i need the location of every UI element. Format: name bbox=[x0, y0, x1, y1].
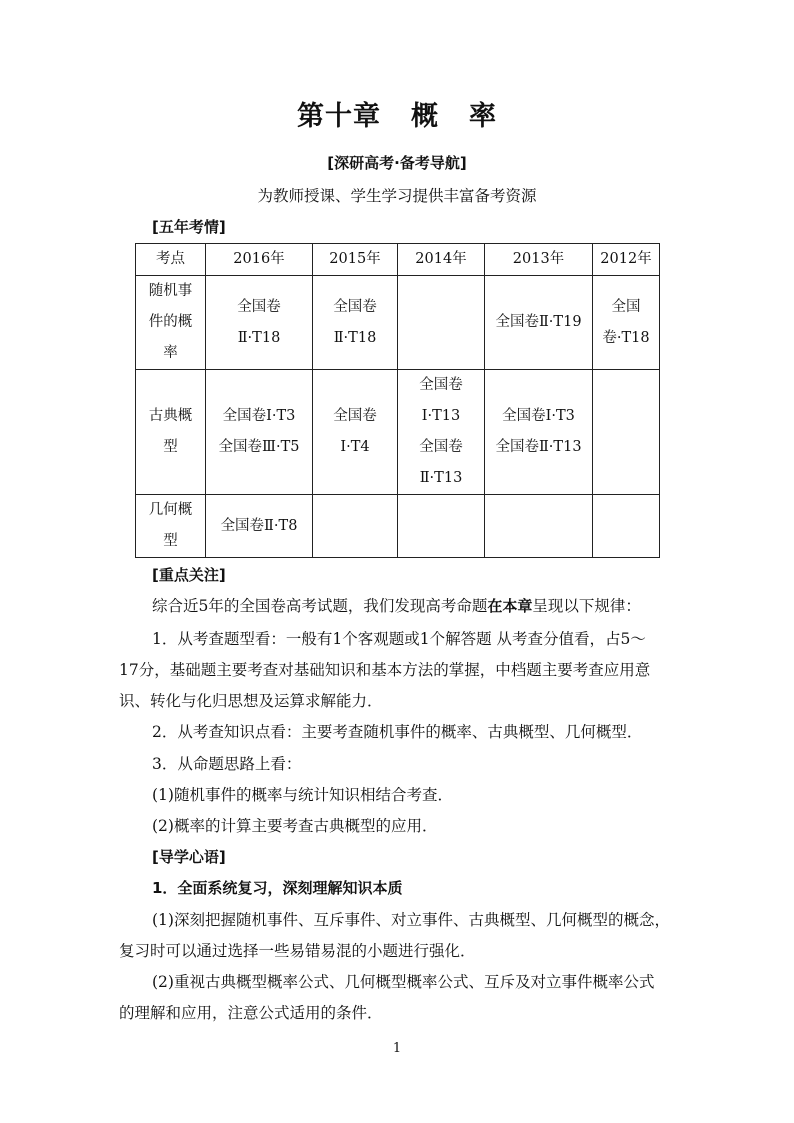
header-cell: 2013年 bbox=[485, 244, 593, 276]
table-header-row bbox=[136, 244, 660, 276]
focus-intro: 综合近5年的全国卷高考试题，我们发现高考命题在本章呈现以下规律： bbox=[152, 597, 641, 615]
table-cell: 全国卷Ⅱ·T8 bbox=[206, 495, 313, 558]
guide-point-2: (2)重视古典概型概率公式、几何概型概率公式、互斥及对立事件概率公式 bbox=[152, 973, 655, 991]
table-cell: 全国卷 Ⅰ·T13 全国卷 Ⅱ·T13 bbox=[398, 370, 485, 495]
table-cell: 全国卷Ⅰ·T3 全国卷Ⅱ·T13 bbox=[485, 370, 593, 495]
table-cell: 全国卷 Ⅱ·T18 bbox=[313, 276, 398, 370]
focus-point-1: 1．从考查题型看：一般有1个客观题或1个解答题 从考查分值看，占5～ bbox=[152, 630, 646, 648]
guide-point-1-cont: 复习时可以通过选择一些易错易混的小题进行强化． bbox=[119, 942, 476, 960]
guide-heading-1: 1．全面系统复习，深刻理解知识本质 bbox=[152, 879, 403, 897]
page-number: 1 bbox=[392, 1041, 402, 1056]
table-cell: 全国卷Ⅱ·T19 bbox=[485, 276, 593, 370]
exam-table bbox=[135, 243, 660, 558]
focus-point-3: 3．从命题思路上看： bbox=[152, 755, 302, 773]
guide-point-2-cont: 的理解和应用，注意公式适用的条件． bbox=[119, 1004, 383, 1022]
focus-point-2: 2．从考查知识点看：主要考查随机事件的概率、古典概型、几何概型． bbox=[152, 723, 643, 741]
table-cell bbox=[593, 370, 660, 495]
section-guide: [导学心语] bbox=[152, 848, 226, 866]
topic-cell: 古典概 型 bbox=[136, 370, 206, 495]
section-focus: [重点关注] bbox=[152, 566, 226, 584]
guide-point-1: (1)深刻把握随机事件、互斥事件、对立事件、古典概型、几何概型的概念， bbox=[152, 911, 670, 929]
table-cell: 全国卷 Ⅱ·T18 bbox=[206, 276, 313, 370]
topic-cell: 几何概 型 bbox=[136, 495, 206, 558]
table-cell: 全国卷Ⅰ·T3 全国卷Ⅲ·T5 bbox=[206, 370, 313, 495]
focus-point-1-cont: 17分，基础题主要考查对基础知识和基本方法的掌握，中档题主要考查应用意 bbox=[119, 661, 651, 679]
table-row bbox=[136, 370, 660, 495]
header-cell: 2014年 bbox=[398, 244, 485, 276]
header-cell: 2016年 bbox=[206, 244, 313, 276]
header-cell: 2012年 bbox=[593, 244, 660, 276]
chapter-title-part2: 概 bbox=[411, 101, 439, 132]
subtitle: [深研高考·备考导航] bbox=[327, 154, 467, 172]
table-cell: 全国卷 Ⅰ·T4 bbox=[313, 370, 398, 495]
table-row bbox=[136, 495, 660, 558]
table-cell bbox=[398, 276, 485, 370]
table-cell bbox=[313, 495, 398, 558]
header-cell: 2015年 bbox=[313, 244, 398, 276]
topic-cell: 随机事 件的概 率 bbox=[136, 276, 206, 370]
chapter-title bbox=[0, 94, 794, 133]
table-cell bbox=[485, 495, 593, 558]
focus-point-1-end: 识、转化与化归思想及运算求解能力． bbox=[119, 692, 383, 710]
chapter-title-part1: 第十章 bbox=[297, 101, 381, 132]
header-cell: 考点 bbox=[136, 244, 206, 276]
table-cell bbox=[398, 495, 485, 558]
table-row bbox=[136, 276, 660, 370]
subtitle-resource: 为教师授课、学生学习提供丰富备考资源 bbox=[257, 187, 537, 205]
focus-point-3-1: (1)随机事件的概率与统计知识相结合考查． bbox=[152, 786, 453, 804]
chapter-title-part3: 率 bbox=[469, 101, 497, 132]
section-five-years: [五年考情] bbox=[152, 218, 226, 236]
table-cell: 全国 卷·T18 bbox=[593, 276, 660, 370]
table-cell bbox=[593, 495, 660, 558]
focus-point-3-2: (2)概率的计算主要考查古典概型的应用． bbox=[152, 817, 438, 835]
